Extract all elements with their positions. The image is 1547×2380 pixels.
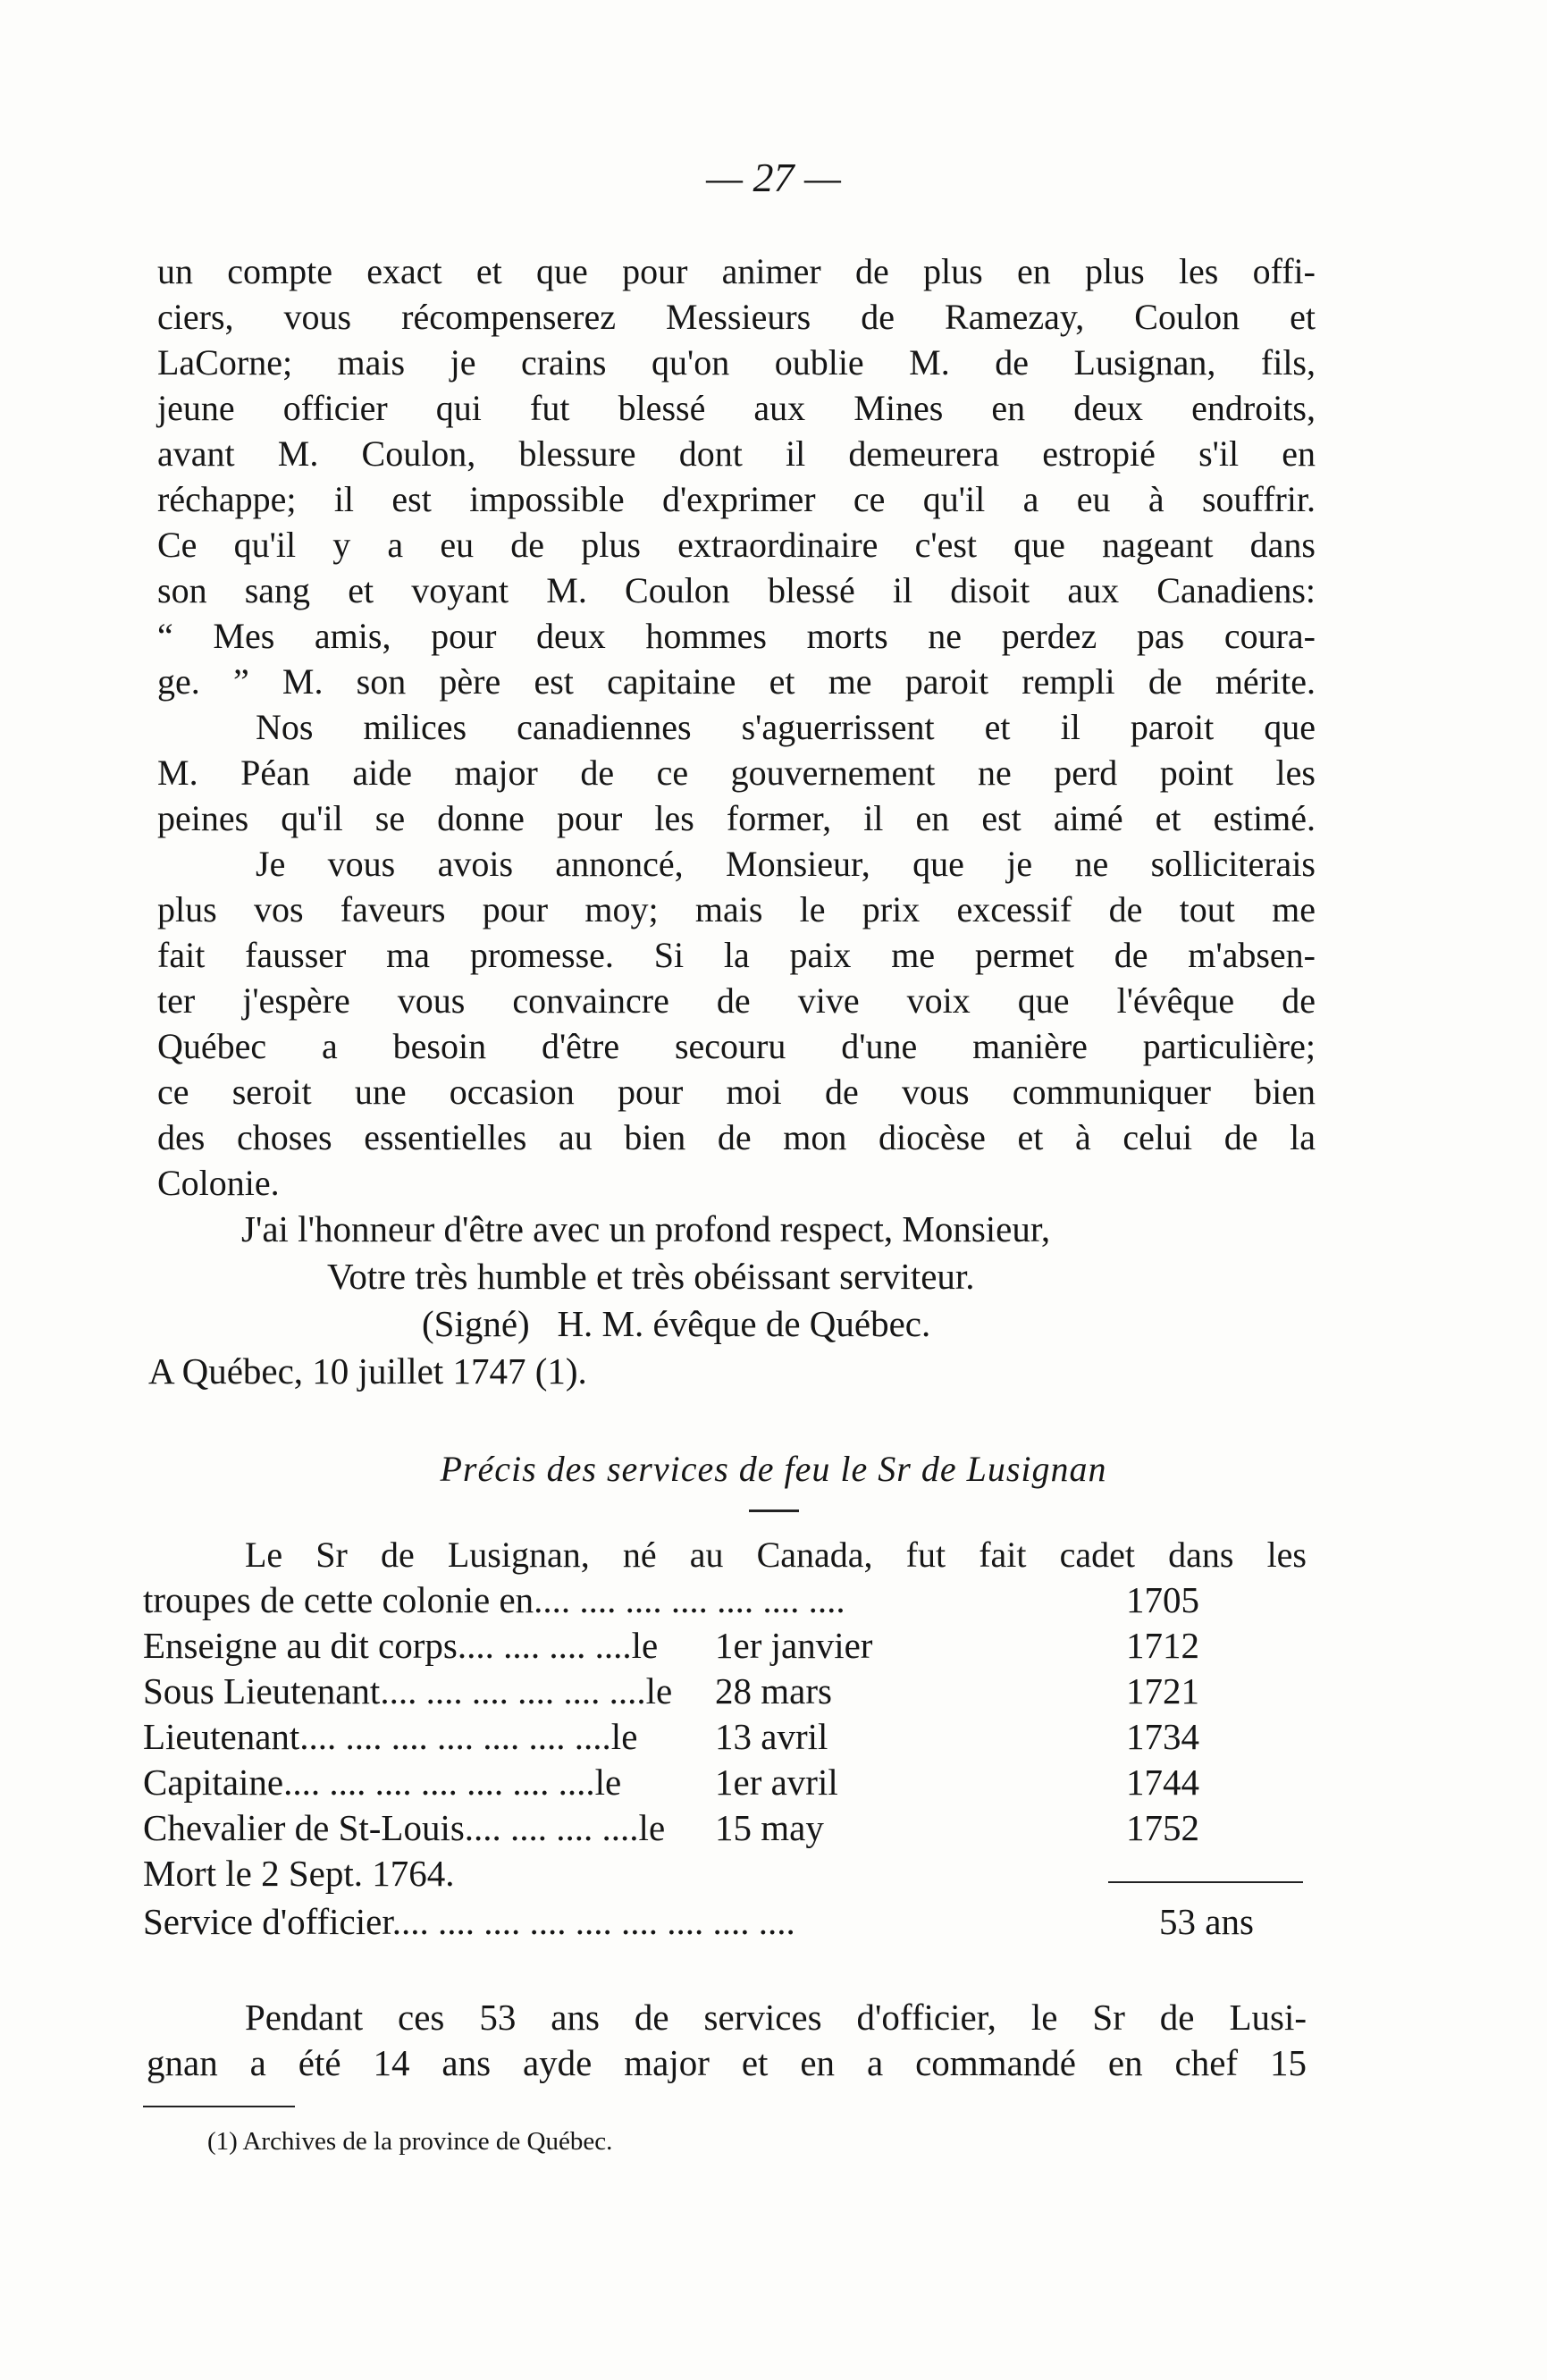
rank-date: 28 mars xyxy=(715,1670,832,1711)
rank-date: 1er avril xyxy=(715,1762,838,1803)
page-number: — 27 — xyxy=(706,155,841,200)
rank-title: Capitaine.... .... .... .... .... .... ....le xyxy=(143,1762,622,1803)
intro-text: troupes de cette colonie en.... .... .... .... .... .... .... xyxy=(143,1579,845,1620)
text-line: ge. ” M. son père est capitaine et me paroit rempli de mérite. xyxy=(157,661,1316,702)
rank-year: 1712 xyxy=(1126,1625,1199,1666)
text-line: Québec a besoin d'être secouru d'une manière particulière; xyxy=(157,1026,1316,1066)
text-line: Je vous avois annoncé, Monsieur, que je ne solliciterais xyxy=(256,844,1316,884)
text-line: Ce qu'il y a eu de plus extraordinaire c'est que nageant dans xyxy=(157,525,1316,565)
death-text: Mort le 2 Sept. 1764. xyxy=(143,1853,455,1894)
text-line: peines qu'il se donne pour les former, il en est aimé et estimé. xyxy=(157,798,1316,838)
text-line: Pendant ces 53 ans de services d'officier, le Sr de Lusi- xyxy=(245,1997,1307,2038)
signature-line: (Signé) H. M. évêque de Québec. xyxy=(422,1303,931,1344)
text-line: un compte exact et que pour animer de plus en plus les offi- xyxy=(157,251,1316,291)
rank-year: 1721 xyxy=(1126,1670,1199,1711)
text-line: plus vos faveurs pour moy; mais le prix excessif de tout me xyxy=(157,889,1316,929)
total-rule xyxy=(1108,1881,1303,1883)
letter-text xyxy=(157,248,1316,1206)
rank-year: 1752 xyxy=(1126,1807,1199,1848)
closing-line: Votre très humble et très obéissant serviteur. xyxy=(327,1256,975,1297)
rank-title: Enseigne au dit corps.... .... .... ....le xyxy=(143,1625,659,1666)
text-line: gnan a été 14 ans ayde major et en a commandé en chef 15 xyxy=(147,2042,1307,2083)
total-label: Service d'officier.... .... .... .... .... .... .... .... .... xyxy=(143,1901,795,1942)
rank-date: 1er janvier xyxy=(715,1625,873,1666)
heading-rule xyxy=(749,1510,799,1512)
section-heading: Précis des services de feu le Sr de Lusignan xyxy=(440,1449,1107,1489)
rank-date: 15 may xyxy=(715,1807,824,1848)
text-line: fait fausser ma promesse. Si la paix me permet de m'absen- xyxy=(157,935,1316,975)
precis-intro xyxy=(147,1532,1307,1577)
text-line: ter j'espère vous convaincre de vive voix que l'évêque de xyxy=(157,980,1316,1021)
rank-title: Chevalier de St-Louis.... .... .... ....le xyxy=(143,1807,666,1848)
text-line: “ Mes amis, pour deux hommes morts ne perdez pas coura- xyxy=(157,616,1316,656)
rank-title: Sous Lieutenant.... .... .... .... .... ....le xyxy=(143,1670,673,1711)
text-line: M. Péan aide major de ce gouvernement ne perd point les xyxy=(157,753,1316,793)
footnote: (1) Archives de la province de Québec. xyxy=(207,2127,613,2156)
text-line: ciers, vous récompenserez Messieurs de Ramezay, Coulon et xyxy=(157,297,1316,337)
text-line: LaCorne; mais je crains qu'on oublie M. de Lusignan, fils, xyxy=(157,342,1316,383)
rank-year: 1744 xyxy=(1126,1762,1199,1803)
text-line: ce seroit une occasion pour moi de vous communiquer bien xyxy=(157,1072,1316,1112)
rank-date: 13 avril xyxy=(715,1716,828,1757)
closing-line: J'ai l'honneur d'être avec un profond respect, Monsieur, xyxy=(241,1208,1051,1249)
total-value: 53 ans xyxy=(1159,1901,1254,1942)
rank-year: 1734 xyxy=(1126,1716,1199,1757)
text-line: Colonie. xyxy=(157,1163,280,1203)
text-line: des choses essentielles au bien de mon diocèse et à celui de la xyxy=(157,1117,1316,1157)
text-line: son sang et voyant M. Coulon blessé il disoit aux Canadiens: xyxy=(157,570,1316,610)
text-line: réchappe; il est impossible d'exprimer ce qu'il a eu à souffrir. xyxy=(157,479,1316,519)
text-line: Le Sr de Lusignan, né au Canada, fut fait cadet dans les xyxy=(245,1535,1307,1575)
letter-closing xyxy=(148,1206,1316,1395)
intro-year: 1705 xyxy=(1126,1579,1199,1620)
date-line: A Québec, 10 juillet 1747 (1). xyxy=(148,1350,587,1392)
text-line: Nos milices canadiennes s'aguerrissent et il paroit que xyxy=(256,707,1316,747)
text-line: jeune officier qui fut blessé aux Mines en deux endroits, xyxy=(157,388,1316,428)
footnote-rule xyxy=(143,2106,295,2107)
precis-final xyxy=(147,1995,1307,2086)
rank-title: Lieutenant.... .... .... .... .... .... ....le xyxy=(143,1716,638,1757)
text-line: avant M. Coulon, blessure dont il demeurera estropié s'il en xyxy=(157,433,1316,474)
